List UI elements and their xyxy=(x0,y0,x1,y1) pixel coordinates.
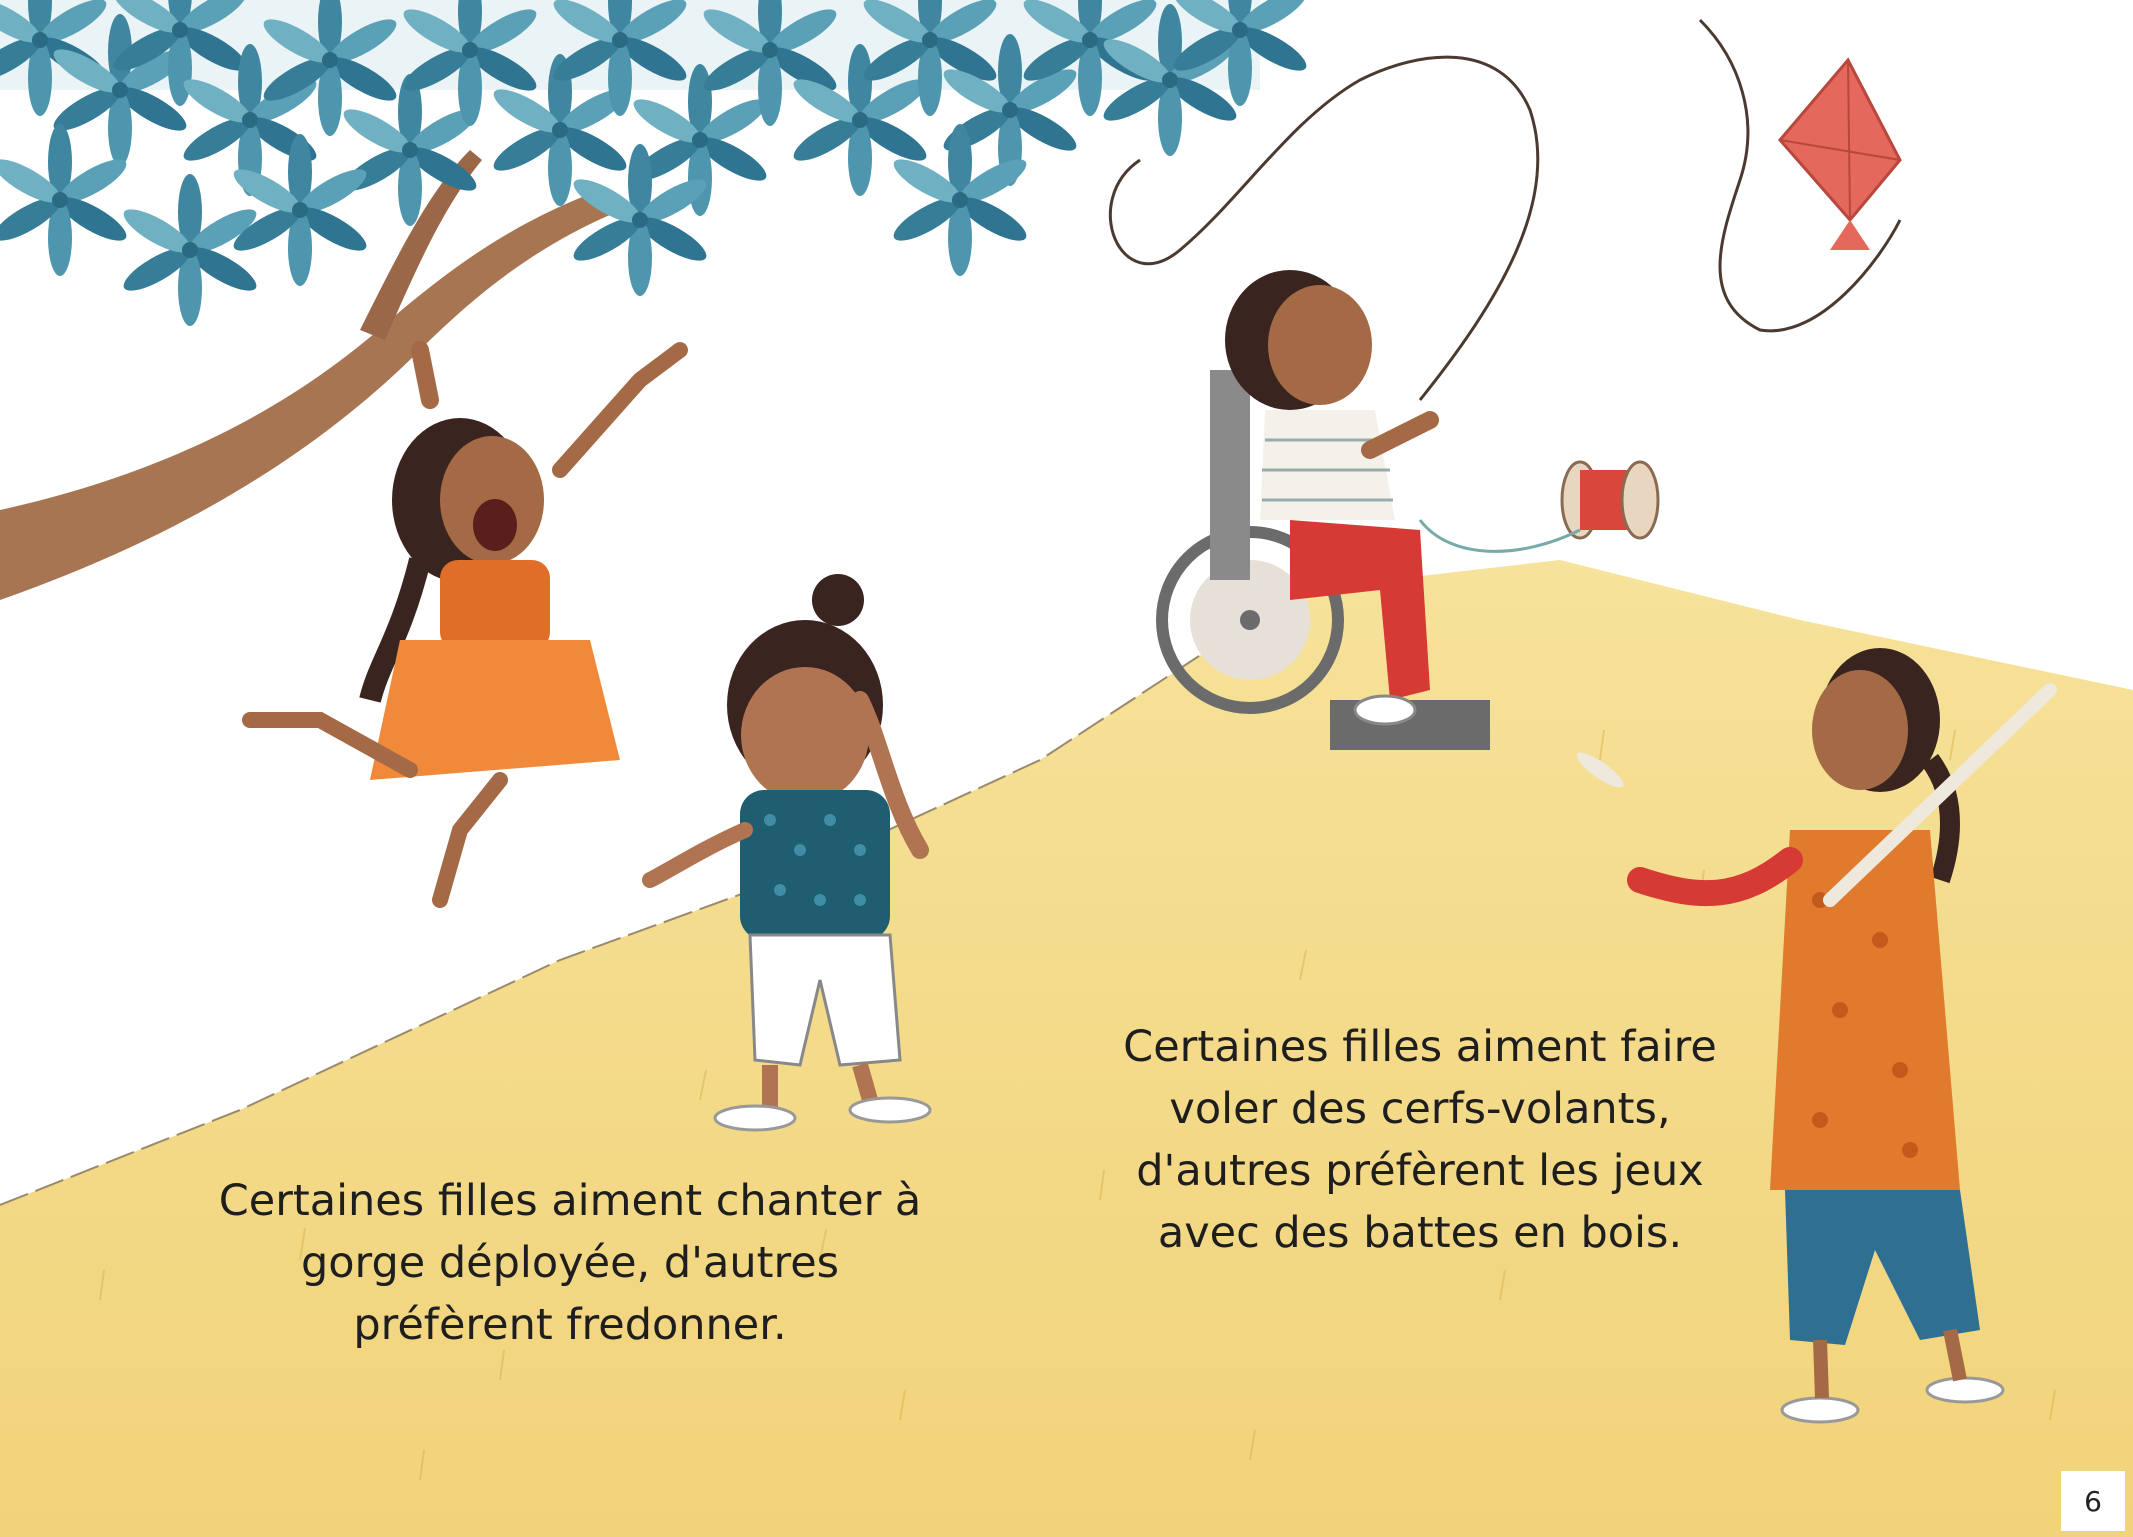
caption-kites xyxy=(1090,1016,1750,1264)
caption-line: préfèrent fredonner. xyxy=(353,1300,787,1350)
thread-spool xyxy=(1420,462,1658,551)
page-number: 6 xyxy=(2061,1471,2125,1531)
caption-singing xyxy=(160,1170,980,1356)
caption-line: voler des cerfs-volants, xyxy=(1169,1084,1671,1134)
kite xyxy=(1780,60,1900,250)
caption-line: Certaines filles aiment faire xyxy=(1123,1022,1717,1072)
caption-line: avec des battes en bois. xyxy=(1157,1208,1683,1258)
caption-line: d'autres préfèrent les jeux xyxy=(1136,1146,1704,1196)
caption-line: gorge déployée, d'autres xyxy=(300,1238,840,1288)
tree-foliage xyxy=(0,0,1312,326)
caption-line: Certaines filles aiment chanter à xyxy=(218,1176,922,1226)
